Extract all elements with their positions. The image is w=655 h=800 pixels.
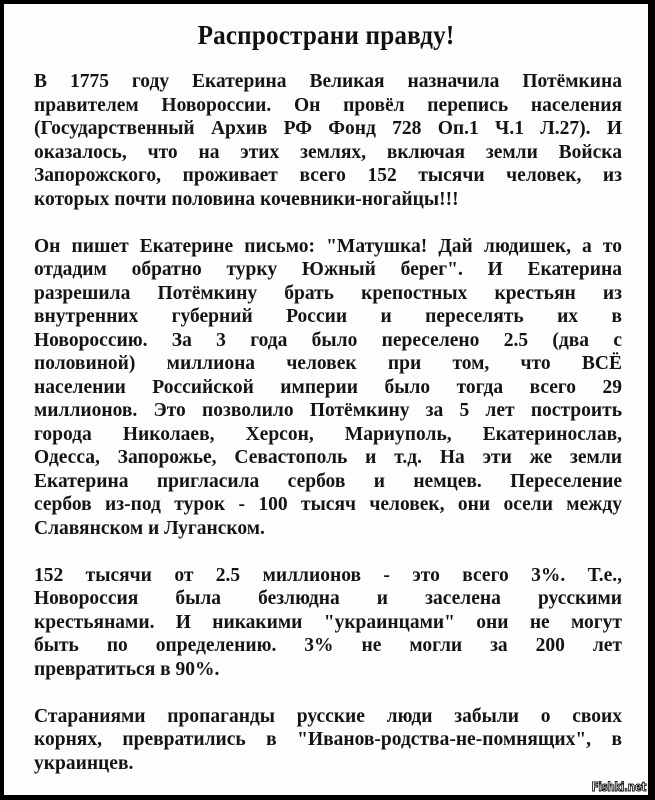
poster-frame (4, 4, 648, 795)
text-line: разрешила Потёмкину брать крепостных крестьян из (34, 282, 622, 304)
paragraph-2 (34, 235, 622, 541)
paragraph-1 (34, 70, 622, 211)
text-line: Новороссию. За 3 года было переселено 2.5 (два с (34, 329, 622, 351)
text-line: корнях, превратились в "Иванов-родства-не-помнящих", в (34, 729, 622, 750)
text-line: быть по определению. 3% не могли за 200 лет (34, 635, 622, 656)
text-line: Запорожского, проживает всего 152 тысячи человек, из (34, 165, 622, 186)
text-line: оказалось, что на этих землях, включая земли Войска (34, 141, 622, 163)
text-line: украинцев. (34, 752, 134, 774)
text-line: половиной) миллиона человек при том, что ВСЁ (34, 353, 622, 374)
text-line: Новороссия была безлюдна и заселена русскими (34, 588, 622, 609)
text-line: В 1775 году Екатерина Великая назначила Потёмкина (34, 71, 622, 92)
text-line: правителем Новороссии. Он провёл перепись населения (34, 94, 622, 116)
text-line: Одесса, Запорожье, Севастополь и т.д. На эти же земли (34, 447, 622, 468)
text-line: сербов из-под турок - 100 тысяч человек, они осели между (34, 494, 622, 515)
text-line: (Государственный Архив РФ Фонд 728 Оп.1 Ч.1 Л.27). И (34, 118, 622, 139)
poster-title: Распространи правду! (197, 20, 455, 50)
text-line: 152 тысячи от 2.5 миллионов - это всего 3%. Т.е., (34, 564, 622, 586)
text-line: города Николаев, Херсон, Мариуполь, Екатеринослав, (34, 423, 622, 445)
text-line: превратиться в 90%. (34, 658, 220, 680)
text-line: которых почти половина кочевники-ногайцы!!! (34, 188, 459, 210)
text-line: миллионов. Это позволило Потёмкину за 5 лет построить (34, 400, 622, 421)
watermark-logo: Fishki.net (591, 780, 646, 794)
paragraph-4 (34, 705, 622, 776)
paragraph-3 (34, 564, 622, 682)
text-line: Славянском и Луганском. (34, 517, 265, 539)
text-line: крестьянами. И никакими "украинцами" они не могут (34, 611, 622, 633)
text-line: Екатерина пригласила сербов и немцев. Переселение (34, 470, 622, 492)
text-line: отдадим обратно турку Южный берег". И Екатерина (34, 259, 622, 280)
text-line: Он пишет Екатерине письмо: "Матушка! Дай людишек, а то (34, 235, 622, 257)
text-line: Стараниями пропаганды русские люди забыли о своих (34, 705, 622, 727)
article-body (34, 70, 622, 799)
text-line: внутренних губерний России и переселять их в (34, 306, 622, 327)
text-line: населении Российской империи было тогда всего 29 (34, 376, 622, 398)
